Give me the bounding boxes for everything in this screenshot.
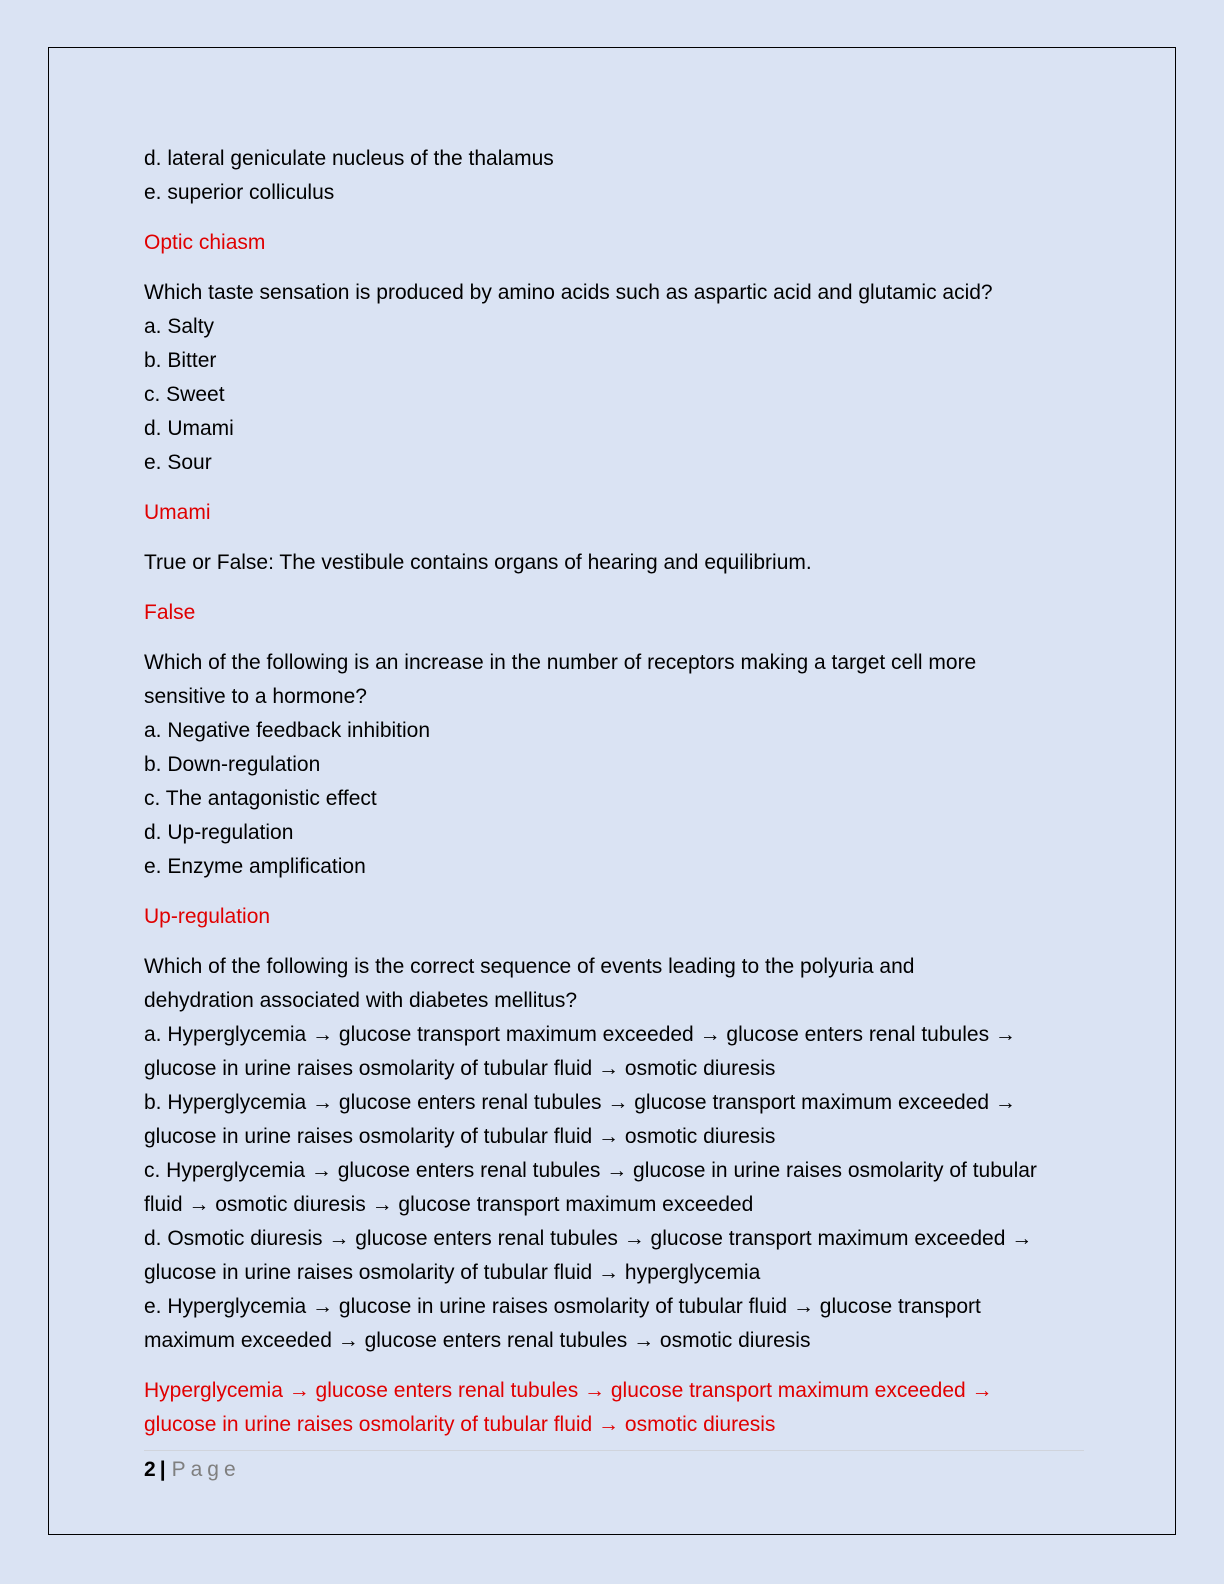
paragraph-gap [144, 884, 1084, 900]
footer-separator: | [159, 1458, 166, 1481]
paragraph-gap [144, 630, 1084, 646]
option-text: d. Osmotic diuresis → glucose enters renal tubules → glucose transport maximum exceeded → [144, 1227, 1033, 1250]
page-footer [144, 1453, 241, 1487]
option-text: b. Bitter [144, 349, 217, 372]
option-text: fluid → osmotic diuresis → glucose transport maximum exceeded [144, 1193, 754, 1216]
option-text: d. lateral geniculate nucleus of the thalamus [144, 147, 554, 170]
page-label: Page [171, 1458, 241, 1481]
option-text: c. The antagonistic effect [144, 787, 377, 810]
option-text: a. Negative feedback inhibition [144, 719, 431, 742]
question-text: Which of the following is the correct sequence of events leading to the polyuria and [144, 955, 915, 978]
option-text: glucose in urine raises osmolarity of tubular fluid → osmotic diuresis [144, 1125, 776, 1148]
paragraph-gap [144, 934, 1084, 950]
option-text: b. Down-regulation [144, 753, 321, 776]
question-text: Which of the following is an increase in the number of receptors making a target cell more [144, 651, 977, 674]
option-text: glucose in urine raises osmolarity of tubular fluid → hyperglycemia [144, 1261, 761, 1284]
answer-text: Optic chiasm [144, 231, 266, 254]
paragraph-gap [144, 1358, 1084, 1374]
answer-text: False [144, 601, 196, 624]
option-text: c. Hyperglycemia → glucose enters renal tubules → glucose in urine raises osmolarity of tubular [144, 1159, 1037, 1182]
option-text: e. Sour [144, 451, 212, 474]
option-text: e. superior colliculus [144, 181, 335, 204]
answer-text: Up-regulation [144, 905, 271, 928]
paragraph-gap [144, 530, 1084, 546]
document-body [144, 142, 1084, 1442]
answer-text: Hyperglycemia → glucose enters renal tubules → glucose transport maximum exceeded → [144, 1379, 993, 1402]
paragraph-gap [144, 580, 1084, 596]
option-text: c. Sweet [144, 383, 225, 406]
paragraph-gap [144, 260, 1084, 276]
option-text: b. Hyperglycemia → glucose enters renal tubules → glucose transport maximum exceeded → [144, 1091, 1016, 1114]
question-text: sensitive to a hormone? [144, 685, 367, 708]
answer-text: Umami [144, 501, 211, 524]
option-text: d. Umami [144, 417, 234, 440]
footer-divider [144, 1450, 1084, 1451]
paragraph-gap [144, 210, 1084, 226]
option-text: a. Salty [144, 315, 215, 338]
paragraph-gap [144, 480, 1084, 496]
option-text: maximum exceeded → glucose enters renal tubules → osmotic diuresis [144, 1329, 811, 1352]
option-text: glucose in urine raises osmolarity of tubular fluid → osmotic diuresis [144, 1057, 776, 1080]
question-text: Which taste sensation is produced by amino acids such as aspartic acid and glutamic acid? [144, 281, 993, 304]
question-text: dehydration associated with diabetes mellitus? [144, 989, 578, 1012]
page-number: 2 [144, 1458, 156, 1481]
answer-text: glucose in urine raises osmolarity of tubular fluid → osmotic diuresis [144, 1413, 776, 1436]
option-text: e. Hyperglycemia → glucose in urine raises osmolarity of tubular fluid → glucose transport [144, 1295, 981, 1318]
question-text: True or False: The vestibule contains organs of hearing and equilibrium. [144, 551, 812, 574]
option-text: a. Hyperglycemia → glucose transport maximum exceeded → glucose enters renal tubules → [144, 1023, 1016, 1046]
option-text: d. Up-regulation [144, 821, 294, 844]
option-text: e. Enzyme amplification [144, 855, 366, 878]
